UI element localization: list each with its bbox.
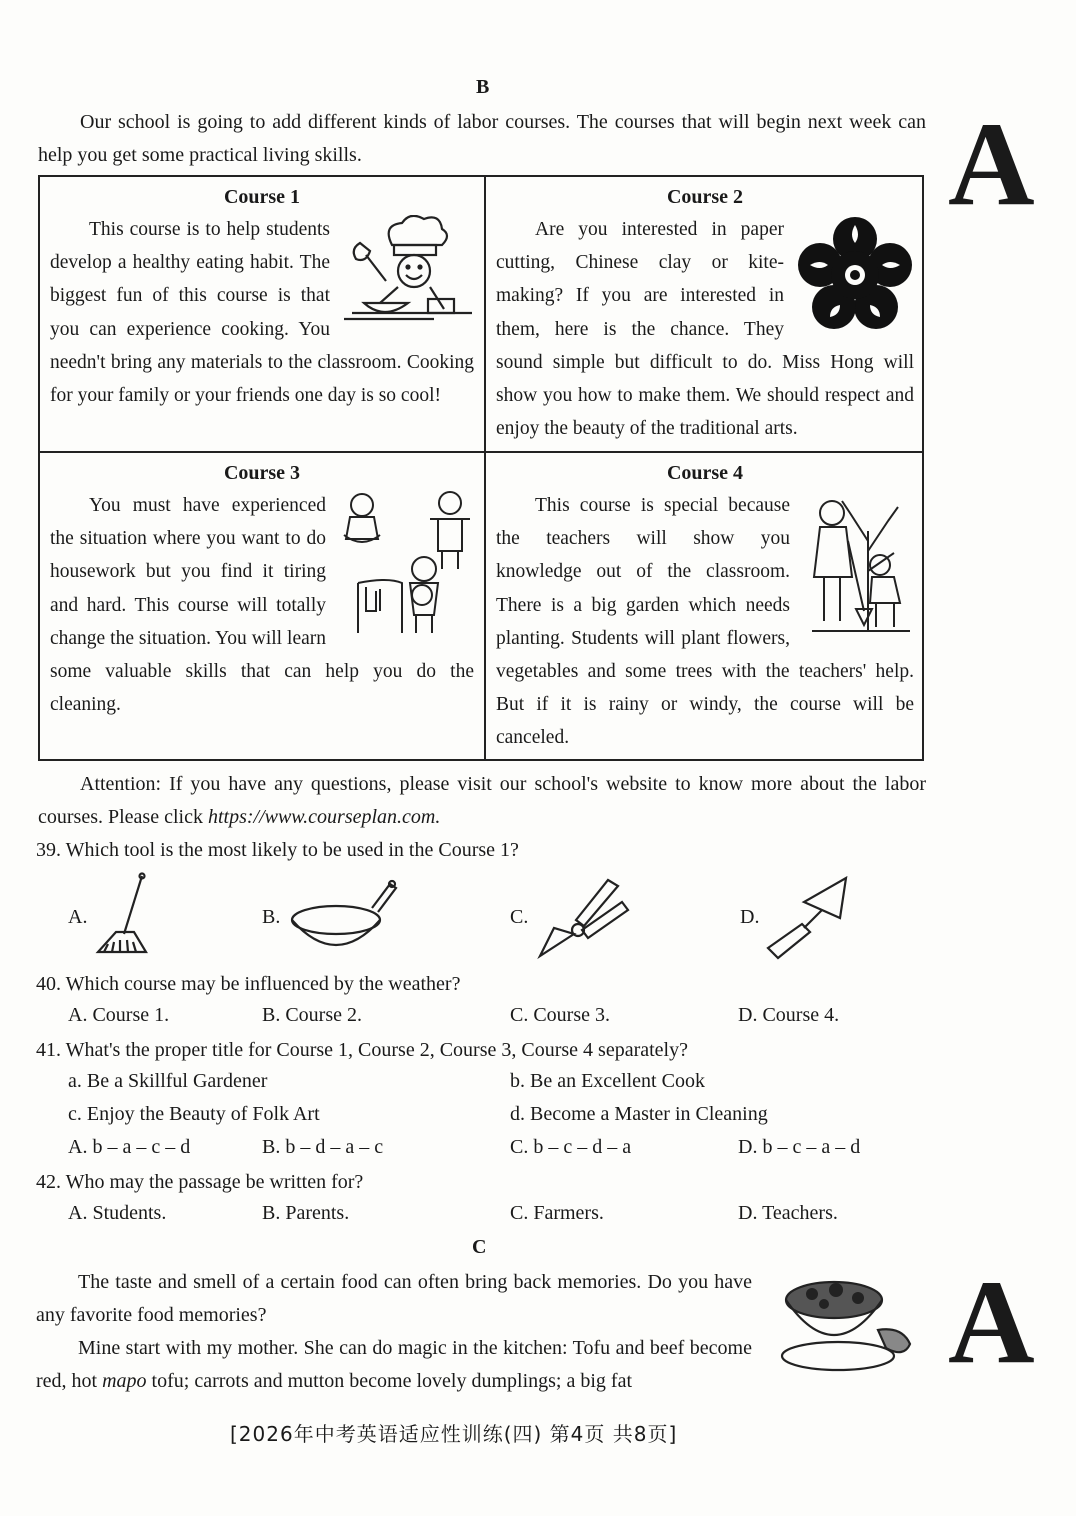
course-4-title: Course 4: [666, 462, 744, 484]
question-41: 41. What's the proper title for Course 1, Course 2, Course 3, Course 4 separately?: [36, 1039, 688, 1061]
course-website-link[interactable]: https://www.courseplan.com.: [207, 806, 441, 828]
course-4-text: This course is special because the teachers will show you knowledge out of the classroom. There is a big garden which needs planting. Students will plant flowers, vegetables and some trees with the teachers' help. But if it is rainy or windy, the course will be canceled.: [496, 495, 914, 749]
q41-title-a: a. Be a Skillful Gardener: [68, 1070, 268, 1092]
course-2-text: Are you interested in paper cutting, Chinese clay or kite-making? If you are interested in them, here is the chance. They sound simple but difficult to do. Miss Hong will show you how to make them. We should respect and enjoy the beauty of the traditional arts.: [496, 219, 914, 440]
question-39: 39. Which tool is the most likely to be used in the Course 1?: [36, 839, 519, 861]
section-b-intro: Our school is going to add different kinds of labor courses. The courses that will begin next week can help you get some practical living skills.: [38, 111, 926, 166]
q42-option-a: A. Students.: [68, 1202, 167, 1224]
q40-option-b: B. Course 2.: [262, 1004, 362, 1026]
course-3-title: Course 3: [223, 462, 301, 484]
q39-option-a-label: A.: [68, 906, 88, 928]
course-1-title: Course 1: [223, 186, 301, 208]
course-1-cell: [40, 177, 484, 451]
trowel-icon: [762, 876, 850, 960]
side-mark-top: A: [948, 97, 1035, 230]
course-4-cell: [486, 453, 924, 759]
course-2-cell: [486, 177, 924, 451]
question-42: 42. Who may the passage be written for?: [36, 1171, 364, 1193]
broom-icon: [94, 872, 150, 958]
q41-option-a: A. b – a – c – d: [68, 1136, 191, 1158]
course-1-text: This course is to help students develop a healthy eating habit. The biggest fun of this course is that you can experience cooking. You needn't bring any materials to the classroom. Cooking for your family or your friends one day is so cool!: [50, 219, 474, 407]
section-c-paragraph-2: [36, 1332, 752, 1398]
q41-title-b: b. Be an Excellent Cook: [510, 1070, 705, 1092]
para2-emphasis: mapo: [102, 1370, 147, 1392]
q42-option-b: B. Parents.: [262, 1202, 350, 1224]
attention-note: [38, 768, 926, 834]
food-bowl-icon: [778, 1270, 916, 1374]
paper-cutting-flower-icon: [796, 215, 914, 333]
q41-option-b: B. b – d – a – c: [262, 1136, 384, 1158]
q40-option-a: A. Course 1.: [68, 1004, 170, 1026]
q41-title-c: c. Enjoy the Beauty of Folk Art: [68, 1103, 320, 1125]
courses-table: [38, 175, 924, 761]
section-b-letter: B: [476, 76, 490, 98]
q42-option-c: C. Farmers.: [510, 1202, 604, 1224]
section-c-paragraph-1: The taste and smell of a certain food can often bring back memories. Do you have any favorite food memories?: [36, 1271, 752, 1326]
q39-option-b-label: B.: [262, 906, 281, 928]
page-footer: [2026年中考英语适应性训练(四) 第4页 共8页]: [230, 1422, 678, 1446]
question-40: 40. Which course may be influenced by the weather?: [36, 973, 461, 995]
pliers-icon: [534, 876, 630, 960]
q40-option-d: D. Course 4.: [738, 1004, 840, 1026]
wok-icon: [288, 876, 398, 958]
course-3-cell: [40, 453, 484, 759]
course-3-text: You must have experienced the situation where you want to do housework but you find it tiring and hard. This course will totally change the situation. You will learn some valuable skills that can help you do the cleaning.: [50, 495, 474, 716]
q41-option-d: D. b – c – a – d: [738, 1136, 861, 1158]
q41-title-d: d. Become a Master in Cleaning: [510, 1103, 768, 1125]
q41-option-c: C. b – c – d – a: [510, 1136, 632, 1158]
children-planting-icon: [802, 491, 914, 641]
q39-option-d-label: D.: [740, 906, 760, 928]
side-mark-bottom: A: [948, 1255, 1035, 1388]
section-c-letter: C: [472, 1236, 487, 1258]
attention-text: Attention: If you have any questions, please visit our school's website to know more about the labor courses. Please click: [38, 773, 926, 828]
chef-cooking-icon: [342, 215, 474, 333]
children-housework-icon: [338, 491, 474, 641]
course-2-title: Course 2: [666, 186, 744, 208]
para2-text-b: tofu; carrots and mutton become lovely dumplings; a big fat: [146, 1370, 632, 1392]
para2-text-a: Mine start with my mother. She can do magic in the kitchen: Tofu and beef become red, hot: [36, 1337, 752, 1392]
q42-option-d: D. Teachers.: [738, 1202, 838, 1224]
q39-option-c-label: C.: [510, 906, 529, 928]
q40-option-c: C. Course 3.: [510, 1004, 610, 1026]
